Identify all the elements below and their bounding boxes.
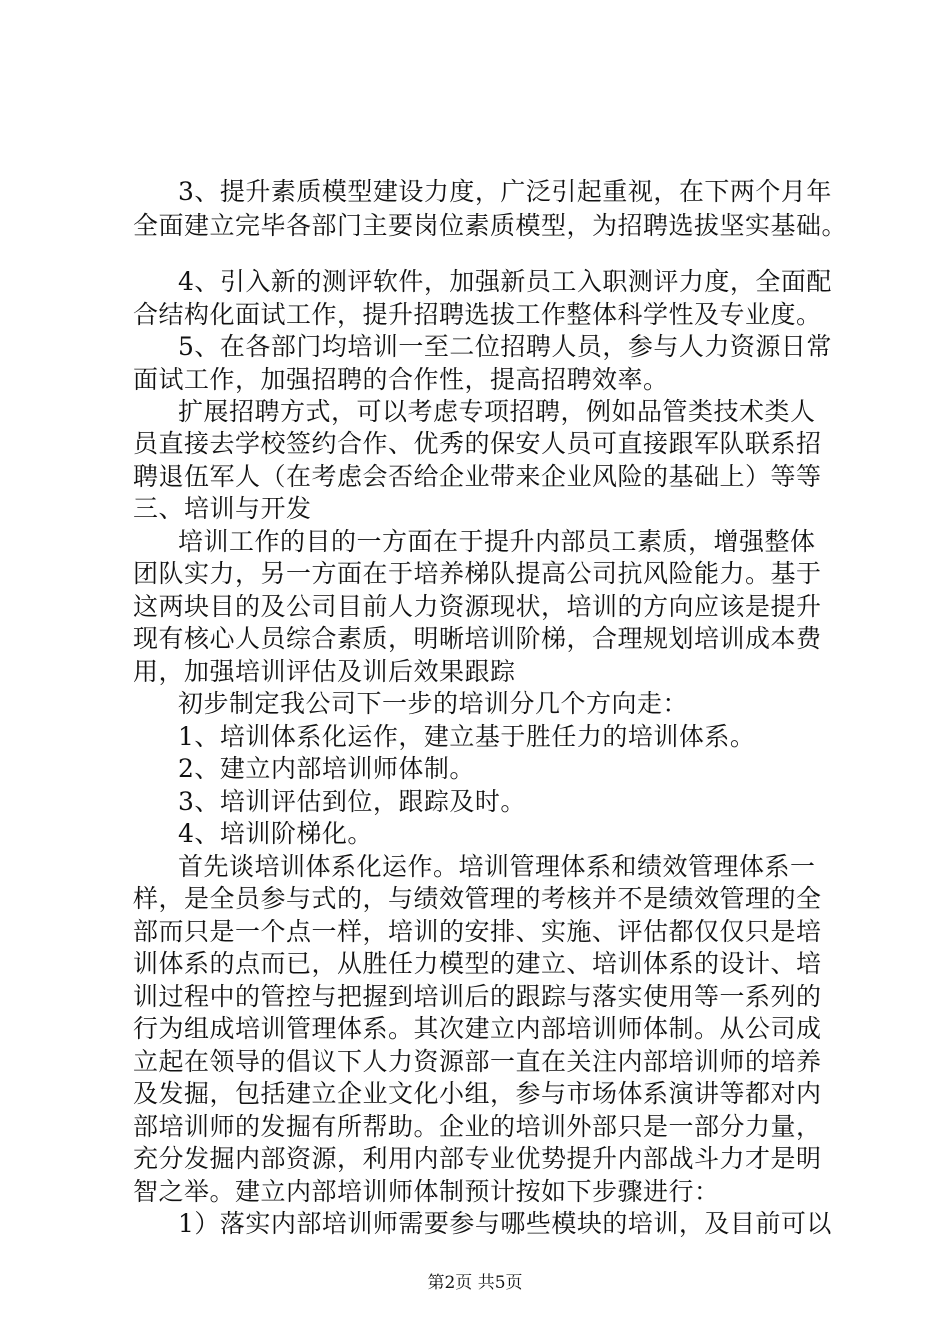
text-line: 立起在领导的倡议下人力资源部一直在关注内部培训师的培养 (133, 1047, 822, 1076)
text-line: 这两块目的及公司目前人力资源现状，培训的方向应该是提升 (133, 592, 822, 621)
text-line: 1）落实内部培训师需要参与哪些模块的培训，及目前可以 (178, 1209, 832, 1238)
list-item: 1、培训体系化运作，建立基于胜任力的培训体系。 (178, 722, 756, 751)
text-line: 部培训师的发掘有所帮助。企业的培训外部只是一部分力量， (133, 1112, 822, 1141)
text-line: 扩展招聘方式，可以考虑专项招聘，例如品管类技术类人 (178, 397, 816, 426)
text-line: 4、引入新的测评软件，加强新员工入职测评力度，全面配 (178, 267, 832, 296)
text-line: 初步制定我公司下一步的培训分几个方向走： (178, 689, 689, 718)
text-line: 3、提升素质模型建设力度，广泛引起重视，在下两个月年 (178, 177, 832, 206)
text-line: 面试工作，加强招聘的合作性，提高招聘效率。 (133, 365, 669, 394)
section-heading: 三、培训与开发 (133, 494, 312, 523)
list-item: 4、培训阶梯化。 (178, 819, 373, 848)
text-line: 5、在各部门均培训一至二位招聘人员，参与人力资源日常 (178, 332, 832, 361)
text-line: 充分发掘内部资源，利用内部专业优势提升内部战斗力才是明 (133, 1144, 822, 1173)
text-line: 训过程中的管控与把握到培训后的跟踪与落实使用等一系列的 (133, 982, 822, 1011)
list-item: 3、培训评估到位，跟踪及时。 (178, 787, 526, 816)
list-item: 2、建立内部培训师体制。 (178, 754, 475, 783)
text-line: 培训工作的目的一方面在于提升内部员工素质，增强整体 (178, 527, 816, 556)
text-line: 行为组成培训管理体系。其次建立内部培训师体制。从公司成 (133, 1014, 822, 1043)
text-line: 首先谈培训体系化运作。培训管理体系和绩效管理体系一 (178, 852, 816, 881)
text-line: 及发掘，包括建立企业文化小组，参与市场体系演讲等都对内 (133, 1079, 822, 1108)
text-line: 训体系的点而已，从胜任力模型的建立、培训体系的设计、培 (133, 949, 822, 978)
text-line: 全面建立完毕各部门主要岗位素质模型，为招聘选拔坚实基础。 (133, 211, 848, 240)
text-line: 智之举。建立内部培训师体制预计按如下步骤进行： (133, 1177, 720, 1206)
text-line: 聘退伍军人（在考虑会否给企业带来企业风险的基础上）等等 (133, 462, 822, 491)
text-line: 合结构化面试工作，提升招聘选拔工作整体科学性及专业度。 (133, 300, 822, 329)
text-line: 现有核心人员综合素质，明晰培训阶梯，合理规划培训成本费 (133, 624, 822, 653)
text-line: 用，加强培训评估及训后效果跟踪 (133, 657, 516, 686)
text-line: 员直接去学校签约合作、优秀的保安人员可直接跟军队联系招 (133, 429, 822, 458)
page-footer: 第2页 共5页 (427, 1273, 523, 1293)
text-line: 部而只是一个点一样，培训的安排、实施、评估都仅仅只是培 (133, 917, 822, 946)
text-line: 团队实力，另一方面在于培养梯队提高公司抗风险能力。基于 (133, 559, 822, 588)
text-line: 样，是全员参与式的，与绩效管理的考核并不是绩效管理的全 (133, 884, 822, 913)
